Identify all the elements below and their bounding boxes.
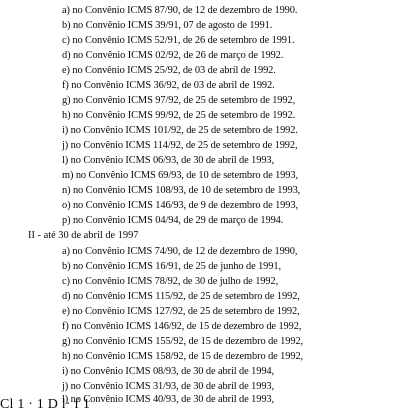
list-item: a) no Convênio ICMS 74/90, de 12 de dezembro de 1990, [62,246,298,257]
list-item: g) no Convênio ICMS 155/92, de 15 de dezembro de 1992, [62,336,304,347]
list-item: f) no Convênio ICMS 146/92, de 15 de dezembro de 1992, [62,321,302,332]
list-item: i) no Convênio ICMS 101/92, de 25 de setembro de 1992. [62,125,298,136]
list-item: i) no Convênio ICMS 08/93, de 30 de abril de 1994, [62,366,275,377]
list-item: j) no Convênio ICMS 31/93, de 30 de abril de 1993, [62,381,275,392]
list-item: n) no Convênio ICMS 108/93, de 10 de setembro de 1993, [62,185,301,196]
list-item: l) no Convênio ICMS 06/93, de 30 de abril de 1993, [62,155,275,166]
list-item: g) no Convênio ICMS 97/92, de 25 de setembro de 1992, [62,95,296,106]
list-item: e) no Convênio ICMS 25/92, de 03 de abril de 1992. [62,65,276,76]
list-item: e) no Convênio ICMS 127/92, de 25 de setembro de 1992, [62,306,300,317]
section-heading: II - até 30 de abril de 1997 [28,230,139,241]
list-item: o) no Convênio ICMS 146/93, de 9 de dezembro de 1993, [62,200,298,211]
list-item: d) no Convênio ICMS 115/92, de 25 de setembro de 1992, [62,291,300,302]
list-item: a) no Convênio ICMS 87/90, de 12 de dezembro de 1990. [62,5,298,16]
list-item: b) no Convênio ICMS 39/91, 07 de agosto de 1991. [62,20,273,31]
list-item: p) no Convênio ICMS 04/94, de 29 de março de 1994. [62,215,284,226]
list-item: f) no Convênio ICMS 36/92, de 03 de abril de 1992. [62,80,275,91]
list-item: h) no Convênio ICMS 158/92, de 15 de dezembro de 1992, [62,351,304,362]
list-item: c) no Convênio ICMS 52/91, de 26 de setembro de 1991. [62,35,295,46]
list-item: d) no Convênio ICMS 02/92, de 26 de março de 1992. [62,50,284,61]
list-item: l) no Convênio ICMS 40/93, de 30 de abril de 1993, [62,394,275,405]
list-item: h) no Convênio ICMS 99/92, de 25 de setembro de 1992. [62,110,296,121]
list-item: b) no Convênio ICMS 16/91, de 25 de junho de 1991, [62,261,281,272]
list-item: j) no Convênio ICMS 114/92, de 25 de setembro de 1992, [62,140,298,151]
list-item: c) no Convênio ICMS 78/92, de 30 de julho de 1992, [62,276,279,287]
list-item: m) no Convênio ICMS 69/93, de 10 de setembro de 1993, [62,170,298,181]
cut-off-text-line: Cl 1 · 1 D l· f 1 [0,397,91,410]
